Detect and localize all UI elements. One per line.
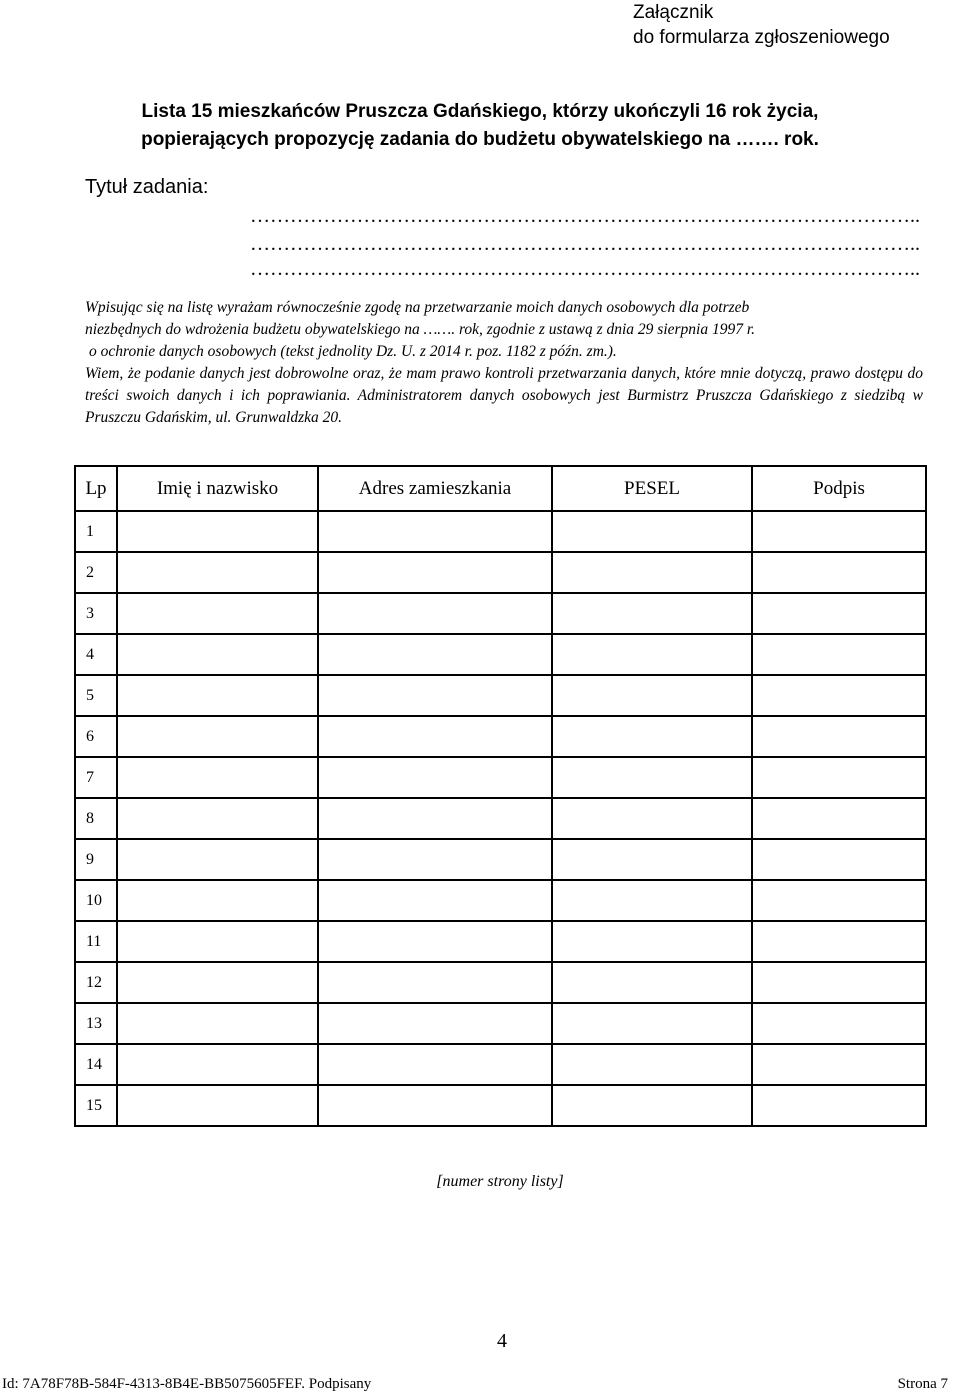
name-cell[interactable] bbox=[117, 1003, 318, 1044]
list-heading bbox=[100, 98, 860, 154]
row-number: 6 bbox=[75, 716, 117, 757]
name-cell[interactable] bbox=[117, 798, 318, 839]
signature-cell[interactable] bbox=[752, 962, 926, 1003]
name-cell[interactable] bbox=[117, 921, 318, 962]
address-cell[interactable] bbox=[318, 593, 552, 634]
name-cell[interactable] bbox=[117, 962, 318, 1003]
name-cell[interactable] bbox=[117, 757, 318, 798]
pesel-cell[interactable] bbox=[552, 1085, 752, 1126]
pesel-cell[interactable] bbox=[552, 634, 752, 675]
name-cell[interactable] bbox=[117, 839, 318, 880]
table-row bbox=[75, 1003, 926, 1044]
pesel-cell[interactable] bbox=[552, 962, 752, 1003]
signature-cell[interactable] bbox=[752, 716, 926, 757]
attachment-line-1: Załącznik bbox=[633, 2, 714, 23]
signature-cell[interactable] bbox=[752, 675, 926, 716]
table-row bbox=[75, 798, 926, 839]
signature-cell[interactable] bbox=[752, 634, 926, 675]
name-cell[interactable] bbox=[117, 675, 318, 716]
pesel-cell[interactable] bbox=[552, 511, 752, 552]
header-signature: Podpis bbox=[752, 466, 926, 511]
address-cell[interactable] bbox=[318, 757, 552, 798]
task-title-line-2[interactable]: ……………………………………………………………………………………….. bbox=[250, 234, 920, 254]
consent-line-3: o ochronie danych osobowych (tekst jednolity Dz. U. z 2014 r. poz. 1182 z późn. zm.). bbox=[89, 343, 617, 360]
name-cell[interactable] bbox=[117, 593, 318, 634]
pesel-cell[interactable] bbox=[552, 839, 752, 880]
row-number: 7 bbox=[75, 757, 117, 798]
signature-cell[interactable] bbox=[752, 1044, 926, 1085]
name-cell[interactable] bbox=[117, 511, 318, 552]
address-cell[interactable] bbox=[318, 1003, 552, 1044]
address-cell[interactable] bbox=[318, 798, 552, 839]
row-number: 3 bbox=[75, 593, 117, 634]
address-cell[interactable] bbox=[318, 511, 552, 552]
pesel-cell[interactable] bbox=[552, 716, 752, 757]
row-number: 11 bbox=[75, 921, 117, 962]
row-number: 1 bbox=[75, 511, 117, 552]
name-cell[interactable] bbox=[117, 880, 318, 921]
header-pesel: PESEL bbox=[552, 466, 752, 511]
address-cell[interactable] bbox=[318, 1044, 552, 1085]
attachment-note bbox=[633, 0, 890, 50]
heading-line-1: Lista 15 mieszkańców Pruszcza Gdańskiego, którzy ukończyli 16 rok życia, bbox=[141, 101, 819, 122]
table-row bbox=[75, 552, 926, 593]
page-label: [numer strony listy] bbox=[436, 1173, 564, 1190]
pesel-cell[interactable] bbox=[552, 1044, 752, 1085]
address-cell[interactable] bbox=[318, 675, 552, 716]
row-number: 13 bbox=[75, 1003, 117, 1044]
table-row bbox=[75, 716, 926, 757]
address-cell[interactable] bbox=[318, 552, 552, 593]
signature-cell[interactable] bbox=[752, 1003, 926, 1044]
consent-line-1: Wpisując się na listę wyrażam równocześnie zgodę na przetwarzanie moich danych osobowych dla potrzeb bbox=[85, 299, 750, 316]
row-number: 9 bbox=[75, 839, 117, 880]
table-header-row bbox=[75, 466, 926, 511]
row-number: 15 bbox=[75, 1085, 117, 1126]
table-row bbox=[75, 593, 926, 634]
pesel-cell[interactable] bbox=[552, 880, 752, 921]
signature-cell[interactable] bbox=[752, 511, 926, 552]
table-row bbox=[75, 1044, 926, 1085]
signature-cell[interactable] bbox=[752, 880, 926, 921]
pesel-cell[interactable] bbox=[552, 798, 752, 839]
pesel-cell[interactable] bbox=[552, 1003, 752, 1044]
footer-page: Strona 7 bbox=[897, 1376, 948, 1392]
task-title-line-3[interactable]: ……………………………………………………………………………………….. bbox=[250, 259, 920, 279]
row-number: 2 bbox=[75, 552, 117, 593]
name-cell[interactable] bbox=[117, 552, 318, 593]
address-cell[interactable] bbox=[318, 1085, 552, 1126]
row-number: 5 bbox=[75, 675, 117, 716]
table-row bbox=[75, 757, 926, 798]
signature-cell[interactable] bbox=[752, 798, 926, 839]
pesel-cell[interactable] bbox=[552, 757, 752, 798]
row-number: 8 bbox=[75, 798, 117, 839]
signature-cell[interactable] bbox=[752, 839, 926, 880]
signature-cell[interactable] bbox=[752, 1085, 926, 1126]
task-title-label: Tytuł zadania: bbox=[85, 176, 209, 198]
header-address: Adres zamieszkania bbox=[318, 466, 552, 511]
pesel-cell[interactable] bbox=[552, 921, 752, 962]
consent-line-2: niezbędnych do wdrożenia budżetu obywatelskiego na ……. rok, zgodnie z ustawą z dnia 29 sierpnia 1997 r. bbox=[85, 321, 756, 338]
table-row bbox=[75, 962, 926, 1003]
table-body bbox=[75, 511, 926, 1126]
signature-table bbox=[74, 465, 927, 1127]
table-row bbox=[75, 839, 926, 880]
page-number: 4 bbox=[497, 1330, 507, 1352]
signature-cell[interactable] bbox=[752, 552, 926, 593]
signature-cell[interactable] bbox=[752, 757, 926, 798]
pesel-cell[interactable] bbox=[552, 552, 752, 593]
row-number: 10 bbox=[75, 880, 117, 921]
name-cell[interactable] bbox=[117, 1085, 318, 1126]
header-name: Imię i nazwisko bbox=[117, 466, 318, 511]
table-row bbox=[75, 675, 926, 716]
name-cell[interactable] bbox=[117, 716, 318, 757]
signature-cell[interactable] bbox=[752, 593, 926, 634]
table-row bbox=[75, 511, 926, 552]
name-cell[interactable] bbox=[117, 1044, 318, 1085]
name-cell[interactable] bbox=[117, 634, 318, 675]
address-cell[interactable] bbox=[318, 634, 552, 675]
pesel-cell[interactable] bbox=[552, 593, 752, 634]
table-row bbox=[75, 1085, 926, 1126]
consent-line-4: Wiem, że podanie danych jest dobrowolne oraz, że mam prawo kontroli przetwarzania danych, które mnie dotyczą, prawo dostępu do treści swoich danych i ich poprawiania. Administratorem danych osobowych jest Burmistrz Pruszcza Gdańskiego z siedzibą w Pruszczu Gdańskim, ul. Grunwaldzka 20. bbox=[85, 365, 923, 426]
consent-text bbox=[85, 297, 923, 429]
task-title-line-1[interactable]: ……………………………………………………………………………………….. bbox=[250, 206, 920, 226]
pesel-cell[interactable] bbox=[552, 675, 752, 716]
footer-document-id: Id: 7A78F78B-584F-4313-8B4E-BB5075605FEF. Podpisany bbox=[2, 1376, 372, 1392]
signature-cell[interactable] bbox=[752, 921, 926, 962]
address-cell[interactable] bbox=[318, 921, 552, 962]
address-cell[interactable] bbox=[318, 716, 552, 757]
address-cell[interactable] bbox=[318, 880, 552, 921]
header-lp: Lp bbox=[75, 466, 117, 511]
heading-line-2: popierających propozycję zadania do budżetu obywatelskiego na ……. rok. bbox=[141, 129, 819, 150]
address-cell[interactable] bbox=[318, 962, 552, 1003]
attachment-line-2: do formularza zgłoszeniowego bbox=[633, 27, 890, 48]
row-number: 14 bbox=[75, 1044, 117, 1085]
address-cell[interactable] bbox=[318, 839, 552, 880]
table-row bbox=[75, 880, 926, 921]
row-number: 4 bbox=[75, 634, 117, 675]
row-number: 12 bbox=[75, 962, 117, 1003]
table-row bbox=[75, 921, 926, 962]
table-row bbox=[75, 634, 926, 675]
